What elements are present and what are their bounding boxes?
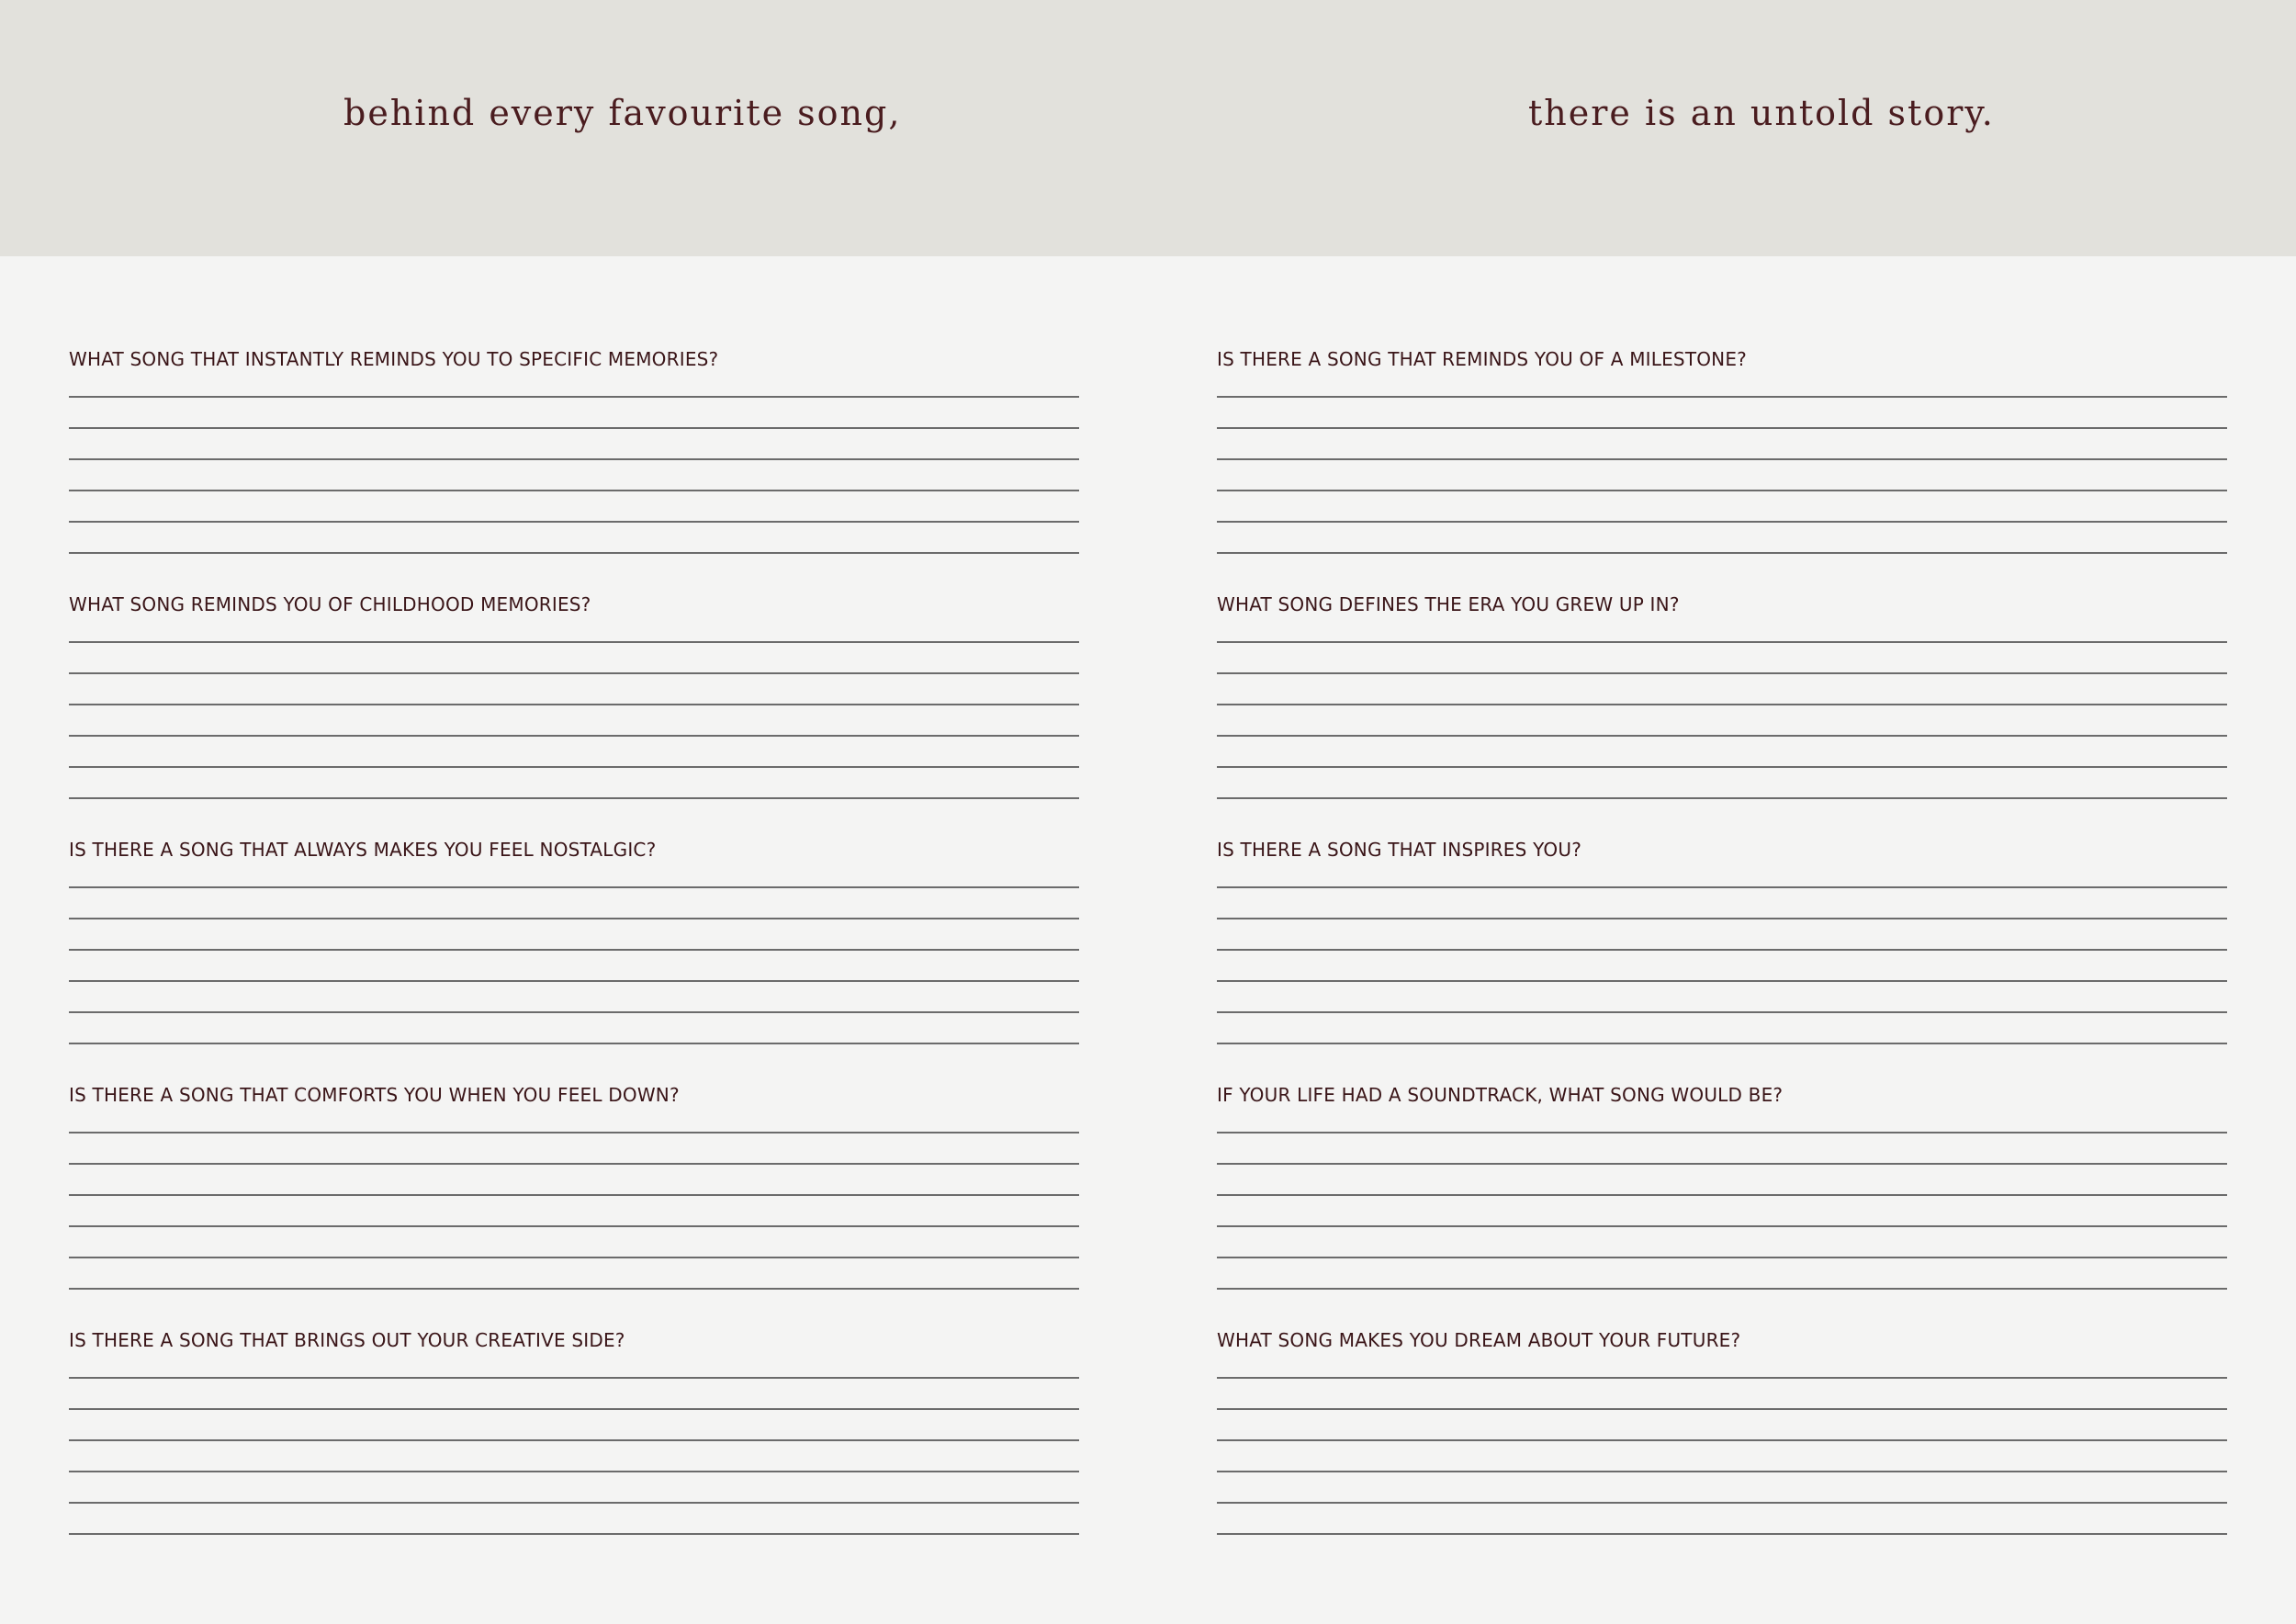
question-block — [69, 1326, 1079, 1572]
question-label: WHAT SONG DEFINES THE ERA YOU GREW UP IN? — [1217, 593, 1680, 615]
answer-line[interactable] — [69, 1194, 1079, 1196]
answer-line[interactable] — [1217, 1288, 2227, 1290]
question-label: IF YOUR LIFE HAD A SOUNDTRACK, WHAT SONG WOULD BE? — [1217, 1084, 1784, 1106]
answer-line[interactable] — [1217, 918, 2227, 919]
header-tagline-right: there is an untold story. — [1528, 93, 1995, 133]
answer-line[interactable] — [69, 1533, 1079, 1535]
answer-area[interactable] — [69, 886, 1079, 1074]
answer-area[interactable] — [1217, 396, 2227, 583]
answer-line[interactable] — [1217, 766, 2227, 768]
answer-line[interactable] — [1217, 1408, 2227, 1410]
question-label: WHAT SONG MAKES YOU DREAM ABOUT YOUR FUTURE? — [1217, 1329, 1741, 1351]
question-block — [1217, 1081, 2227, 1326]
question-block — [1217, 1326, 2227, 1572]
answer-line[interactable] — [69, 641, 1079, 643]
answer-line[interactable] — [1217, 396, 2227, 398]
answer-line[interactable] — [69, 949, 1079, 951]
answer-line[interactable] — [69, 1163, 1079, 1165]
answer-line[interactable] — [69, 672, 1079, 674]
answer-line[interactable] — [69, 427, 1079, 429]
question-label: WHAT SONG REMINDS YOU OF CHILDHOOD MEMORIES? — [69, 593, 591, 615]
answer-line[interactable] — [1217, 1502, 2227, 1504]
answer-area[interactable] — [1217, 1132, 2227, 1319]
answer-line[interactable] — [69, 458, 1079, 460]
question-label: WHAT SONG THAT INSTANTLY REMINDS YOU TO SPECIFIC MEMORIES? — [69, 348, 719, 370]
answer-line[interactable] — [1217, 1533, 2227, 1535]
question-block — [69, 836, 1079, 1081]
answer-line[interactable] — [69, 704, 1079, 705]
answer-line[interactable] — [69, 396, 1079, 398]
answer-line[interactable] — [69, 521, 1079, 523]
answer-line[interactable] — [1217, 427, 2227, 429]
answer-line[interactable] — [69, 766, 1079, 768]
answer-line[interactable] — [69, 1043, 1079, 1044]
answer-line[interactable] — [1217, 1471, 2227, 1472]
answer-line[interactable] — [69, 1257, 1079, 1258]
answer-line[interactable] — [1217, 458, 2227, 460]
answer-line[interactable] — [1217, 1043, 2227, 1044]
question-block — [69, 1081, 1079, 1326]
answer-line[interactable] — [1217, 1257, 2227, 1258]
answer-line[interactable] — [69, 552, 1079, 554]
answer-area[interactable] — [69, 396, 1079, 583]
answer-area[interactable] — [69, 1377, 1079, 1564]
answer-line[interactable] — [1217, 641, 2227, 643]
answer-line[interactable] — [1217, 797, 2227, 799]
answer-line[interactable] — [69, 1011, 1079, 1013]
question-label: IS THERE A SONG THAT COMFORTS YOU WHEN YOU FEEL DOWN? — [69, 1084, 680, 1106]
answer-line[interactable] — [1217, 490, 2227, 491]
question-block — [1217, 591, 2227, 836]
answer-line[interactable] — [1217, 1132, 2227, 1133]
answer-line[interactable] — [1217, 521, 2227, 523]
answer-line[interactable] — [69, 1132, 1079, 1133]
question-label: IS THERE A SONG THAT REMINDS YOU OF A MILESTONE? — [1217, 348, 1747, 370]
answer-line[interactable] — [69, 797, 1079, 799]
answer-line[interactable] — [1217, 1377, 2227, 1379]
answer-line[interactable] — [1217, 949, 2227, 951]
answer-line[interactable] — [69, 1408, 1079, 1410]
answer-line[interactable] — [1217, 1225, 2227, 1227]
question-block — [1217, 836, 2227, 1081]
right-question-column — [1217, 345, 2227, 1572]
question-label: IS THERE A SONG THAT ALWAYS MAKES YOU FEEL NOSTALGIC? — [69, 839, 657, 861]
answer-area[interactable] — [1217, 641, 2227, 829]
answer-line[interactable] — [1217, 735, 2227, 737]
question-block — [1217, 345, 2227, 591]
answer-line[interactable] — [1217, 1011, 2227, 1013]
answer-line[interactable] — [1217, 886, 2227, 888]
answer-line[interactable] — [69, 735, 1079, 737]
question-label: IS THERE A SONG THAT BRINGS OUT YOUR CREATIVE SIDE? — [69, 1329, 625, 1351]
answer-line[interactable] — [69, 1439, 1079, 1441]
answer-line[interactable] — [69, 1225, 1079, 1227]
answer-area[interactable] — [1217, 1377, 2227, 1564]
answer-line[interactable] — [1217, 704, 2227, 705]
question-label: IS THERE A SONG THAT INSPIRES YOU? — [1217, 839, 1582, 861]
answer-area[interactable] — [69, 641, 1079, 829]
answer-line[interactable] — [69, 1288, 1079, 1290]
answer-line[interactable] — [69, 918, 1079, 919]
left-question-column — [69, 345, 1079, 1572]
answer-line[interactable] — [1217, 552, 2227, 554]
question-block — [69, 345, 1079, 591]
answer-line[interactable] — [69, 1377, 1079, 1379]
answer-line[interactable] — [69, 886, 1079, 888]
answer-line[interactable] — [69, 490, 1079, 491]
answer-line[interactable] — [1217, 1163, 2227, 1165]
answer-line[interactable] — [1217, 672, 2227, 674]
header-banner — [0, 0, 2296, 256]
question-block — [69, 591, 1079, 836]
answer-line[interactable] — [1217, 980, 2227, 982]
header-tagline-left: behind every favourite song, — [343, 93, 902, 133]
answer-area[interactable] — [69, 1132, 1079, 1319]
answer-line[interactable] — [1217, 1439, 2227, 1441]
answer-line[interactable] — [69, 980, 1079, 982]
answer-line[interactable] — [69, 1471, 1079, 1472]
answer-line[interactable] — [1217, 1194, 2227, 1196]
answer-line[interactable] — [69, 1502, 1079, 1504]
answer-area[interactable] — [1217, 886, 2227, 1074]
